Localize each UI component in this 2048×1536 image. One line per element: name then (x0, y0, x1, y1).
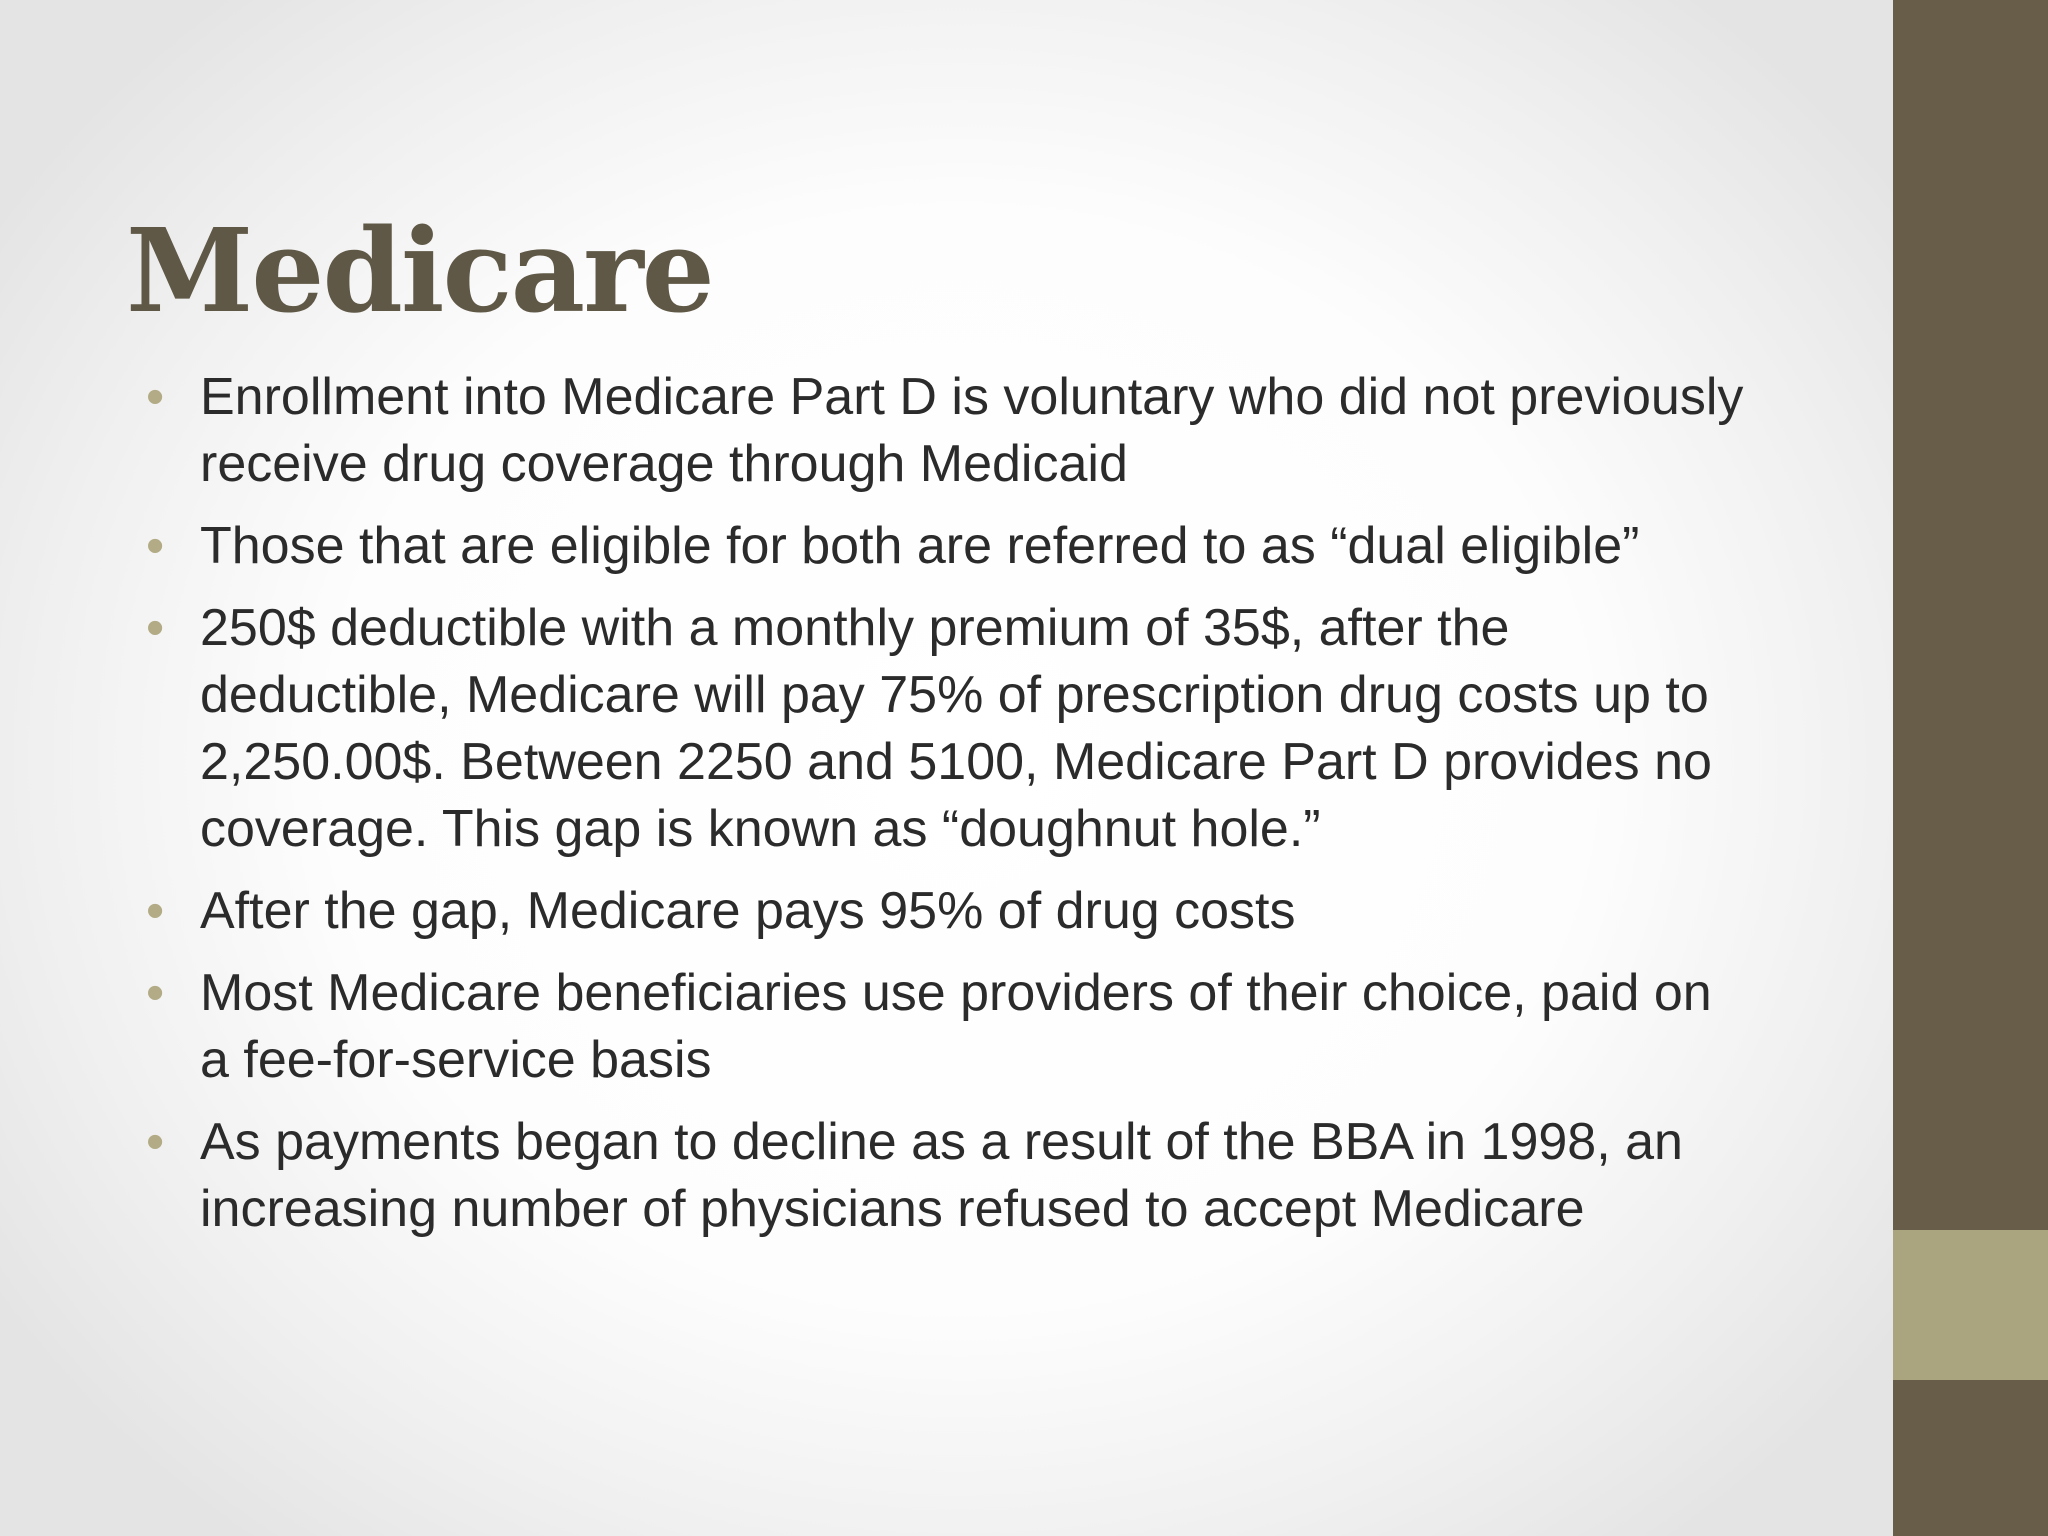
sidebar-accent-block (1893, 1230, 2048, 1380)
bullet-dot-icon: • (146, 882, 165, 940)
bullet-list (146, 364, 1746, 1258)
bullet-dot-icon: • (146, 964, 165, 1022)
bullet-dot-icon: • (146, 599, 165, 657)
bullet-item (146, 960, 1746, 1094)
bullet-text: Most Medicare beneficiaries use providers of their choice, paid on a fee-for-service basis (200, 964, 1712, 1089)
bullet-dot-icon: • (146, 368, 165, 426)
bullet-dot-icon: • (146, 517, 165, 575)
bullet-dot-icon: • (146, 1113, 165, 1171)
bullet-text: As payments began to decline as a result of the BBA in 1998, an increasing number of physicians refused to accept Medicare (200, 1113, 1683, 1238)
bullet-text: 250$ deductible with a monthly premium of 35$, after the deductible, Medicare will pay 75% of prescription drug costs up to 2,250.00$. Between 2250 and 5100, Medicare Part D provides no coverage. This gap is known as “doughnut hole.” (200, 599, 1712, 858)
bullet-item (146, 878, 1746, 945)
bullet-text: After the gap, Medicare pays 95% of drug costs (200, 882, 1296, 940)
slide-title: Medicare (126, 204, 713, 340)
bullet-item (146, 1109, 1746, 1243)
bullet-item (146, 364, 1746, 498)
bullet-text: Those that are eligible for both are referred to as “dual eligible” (200, 517, 1640, 575)
bullet-text: Enrollment into Medicare Part D is voluntary who did not previously receive drug coverage through Medicaid (200, 368, 1744, 493)
bullet-item (146, 595, 1746, 863)
bullet-item (146, 513, 1746, 580)
